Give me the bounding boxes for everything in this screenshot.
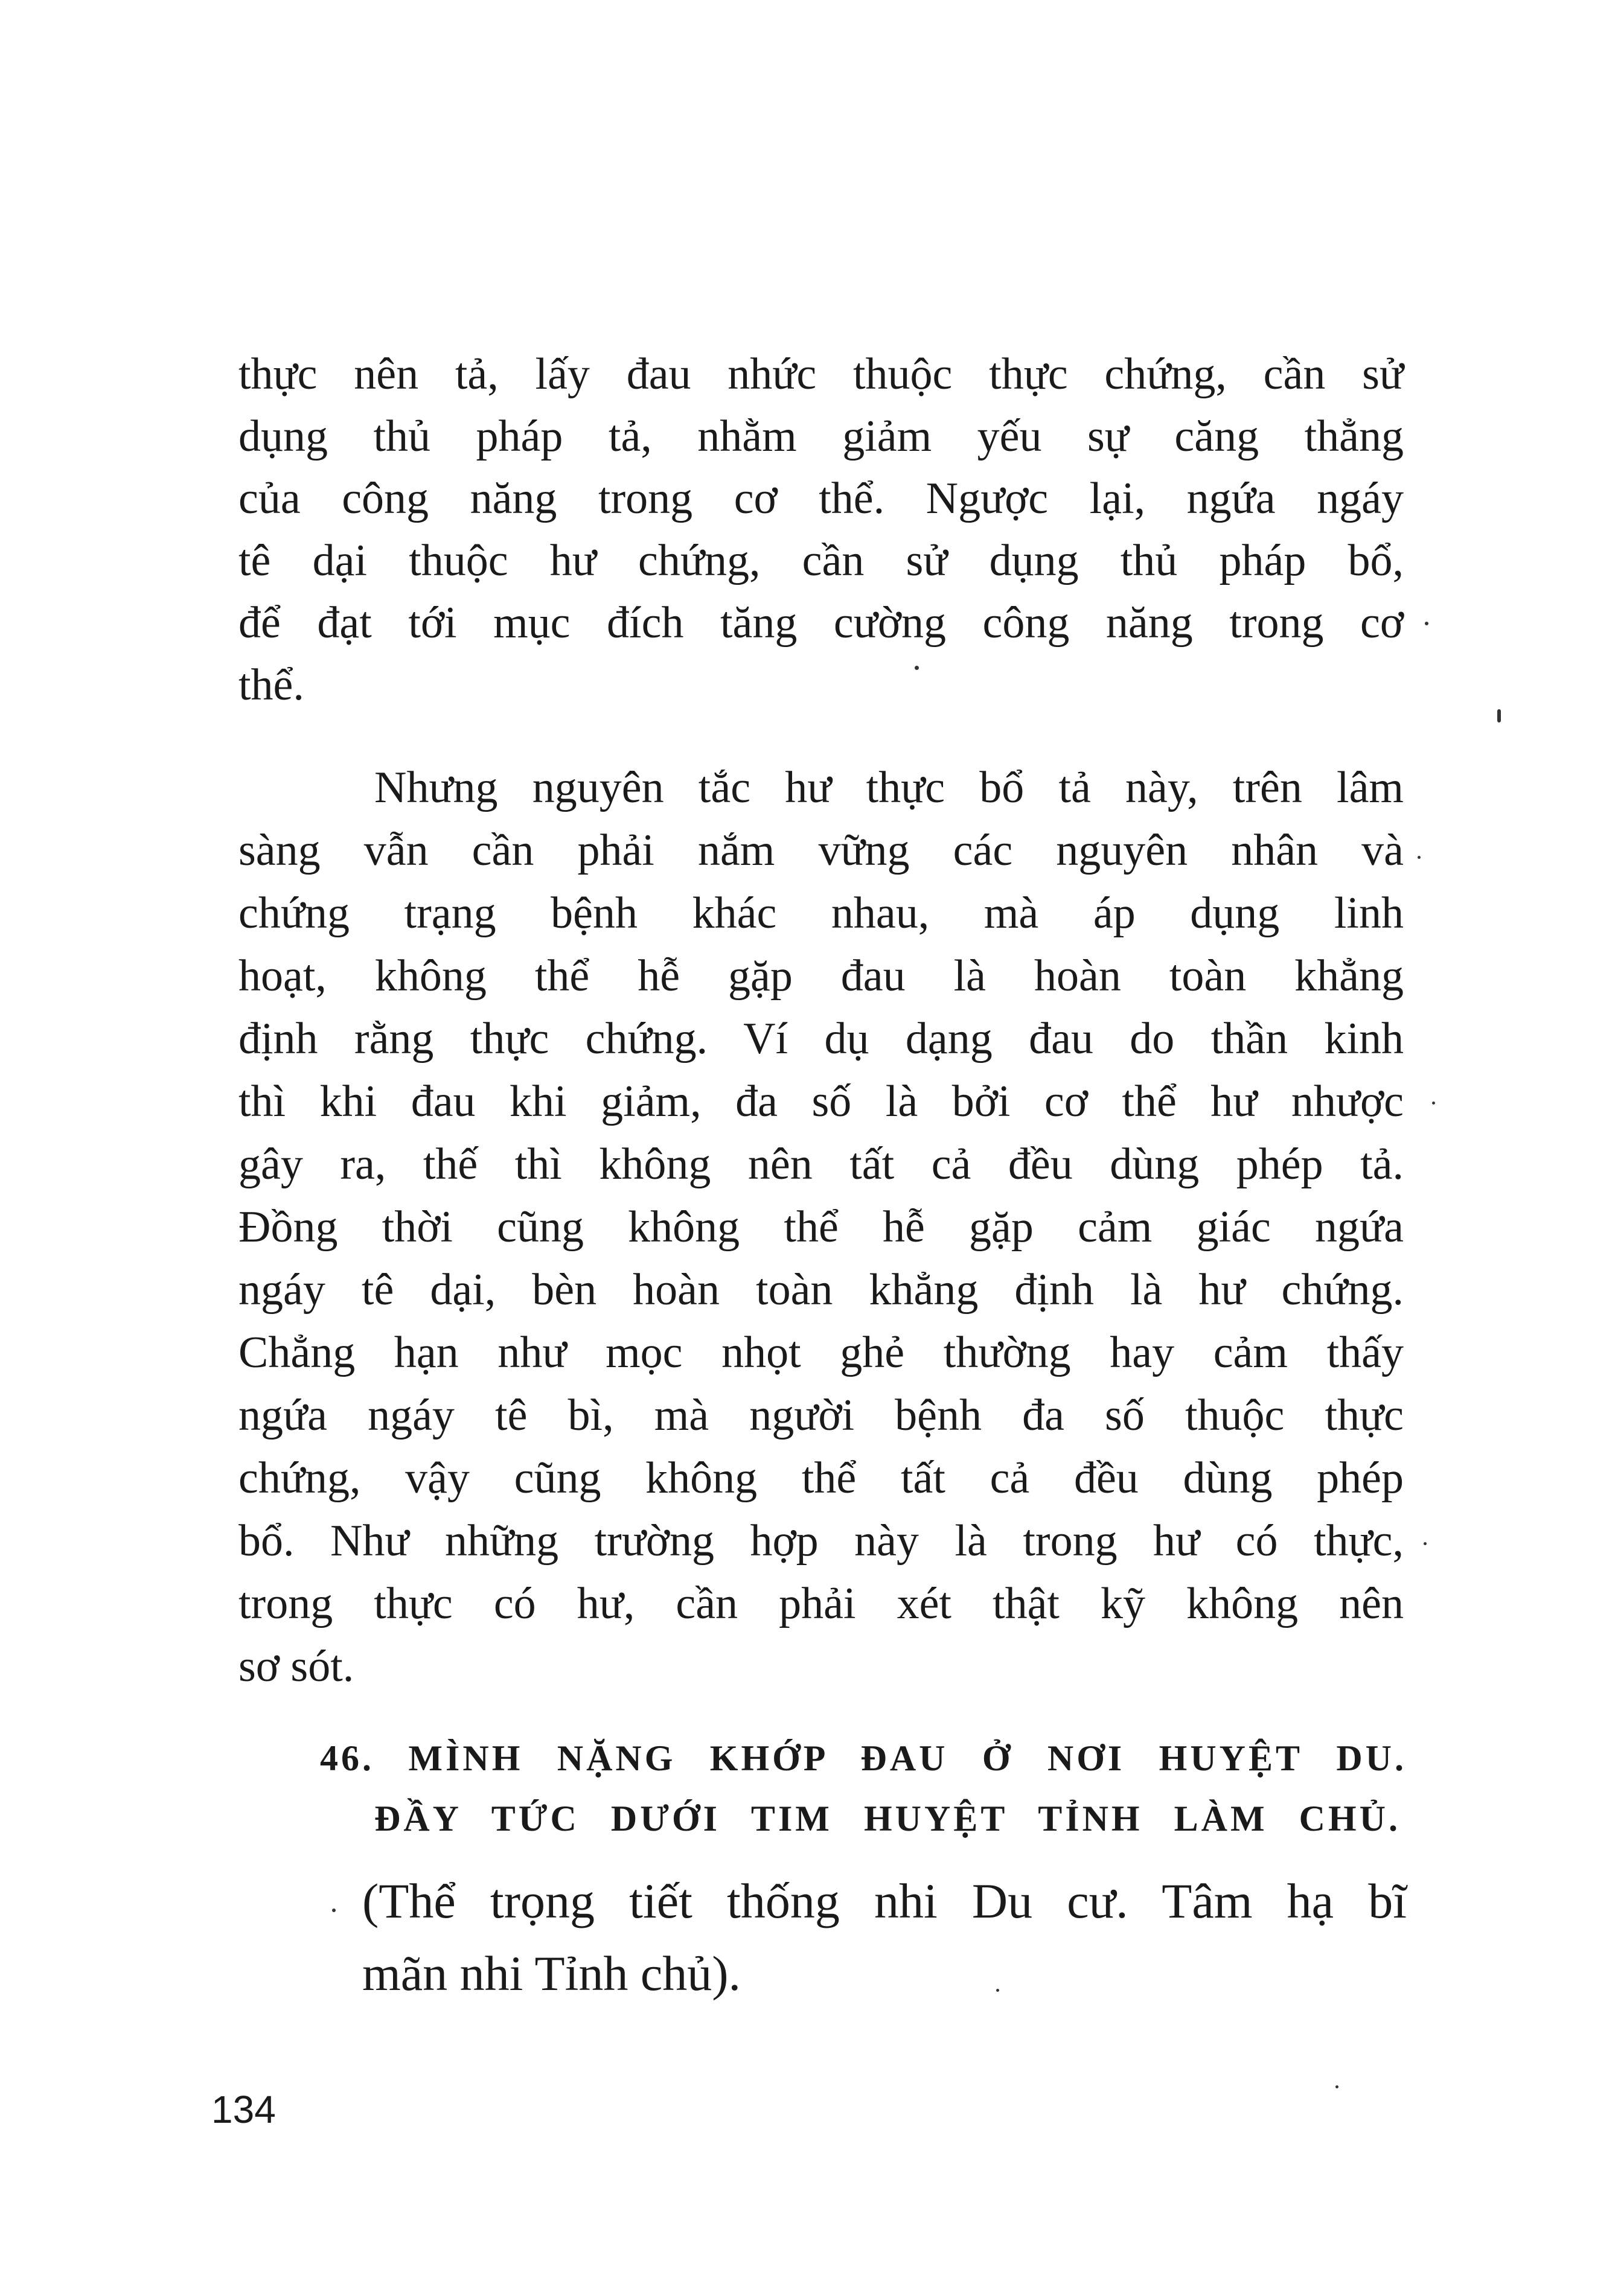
scan-speck bbox=[332, 1909, 336, 1912]
paragraph-line: Đồng thời cũng không thể hễ gặp cảm giác ngứa bbox=[238, 1202, 1404, 1252]
paragraph-line: trong thực có hư, cần phải xét thật kỹ không nên bbox=[238, 1579, 1404, 1628]
paragraph-line: Chẳng hạn như mọc nhọt ghẻ thường hay cảm thấy bbox=[238, 1328, 1404, 1377]
paragraph-line: thì khi đau khi giảm, đa số là bởi cơ thể hư nhược bbox=[238, 1077, 1404, 1126]
paragraph-line: Nhưng nguyên tắc hư thực bổ tả này, trên lâm bbox=[374, 763, 1404, 812]
scan-speck bbox=[1418, 856, 1421, 859]
page-number: 134 bbox=[211, 2088, 276, 2131]
quote-line-2: mãn nhi Tỉnh chủ). bbox=[362, 1946, 741, 2001]
paragraph-line: sàng vẫn cần phải nắm vững các nguyên nhân và bbox=[238, 826, 1404, 875]
paragraph-line: gây ra, thế thì không nên tất cả đều dùng phép tả. bbox=[238, 1140, 1404, 1189]
section-heading-line-2: ĐẦY TỨC DƯỚI TIM HUYỆT TỈNH LÀM CHỦ. bbox=[374, 1799, 1401, 1838]
section-heading-line-1: 46. MÌNH NẶNG KHỚP ĐAU Ở NƠI HUYỆT DU. bbox=[320, 1738, 1407, 1778]
scan-speck bbox=[1432, 1102, 1435, 1105]
scan-speck bbox=[1335, 2085, 1338, 2088]
paragraph-line: bổ. Như những trường hợp này là trong hư có thực, bbox=[238, 1516, 1404, 1566]
scan-speck bbox=[996, 1989, 999, 1992]
paragraph-line: dụng thủ pháp tả, nhằm giảm yếu sự căng thẳng bbox=[238, 412, 1404, 461]
quote-line-1: (Thể trọng tiết thống nhi Du cư. Tâm hạ bĩ bbox=[362, 1873, 1407, 1928]
paragraph-line: sơ sót. bbox=[238, 1642, 354, 1691]
paragraph-line: chứng trạng bệnh khác nhau, mà áp dụng linh bbox=[238, 888, 1404, 938]
scan-speck bbox=[1424, 1542, 1427, 1545]
paragraph-line: ngứa ngáy tê bì, mà người bệnh đa số thuộc thực bbox=[238, 1391, 1404, 1440]
scan-speck bbox=[1497, 709, 1501, 722]
paragraph-line: của công năng trong cơ thể. Ngược lại, ngứa ngáy bbox=[238, 474, 1404, 523]
paragraph-line: hoạt, không thể hễ gặp đau là hoàn toàn khẳng bbox=[238, 951, 1404, 1001]
paragraph-line: để đạt tới mục đích tăng cường công năng trong cơ bbox=[238, 598, 1404, 648]
paragraph-line: ngáy tê dại, bèn hoàn toàn khẳng định là hư chứng. bbox=[238, 1265, 1404, 1315]
paragraph-line: thực nên tả, lấy đau nhức thuộc thực chứng, cần sử bbox=[238, 349, 1404, 399]
paragraph-line: định rằng thực chứng. Ví dụ dạng đau do thần kinh bbox=[238, 1014, 1404, 1063]
paragraph-line: chứng, vậy cũng không thể tất cả đều dùng phép bbox=[238, 1453, 1404, 1503]
scan-speck bbox=[915, 666, 919, 670]
paragraph-line: tê dại thuộc hư chứng, cần sử dụng thủ pháp bổ, bbox=[238, 536, 1404, 585]
scan-speck bbox=[1425, 622, 1428, 625]
paragraph-line: thể. bbox=[238, 660, 304, 710]
